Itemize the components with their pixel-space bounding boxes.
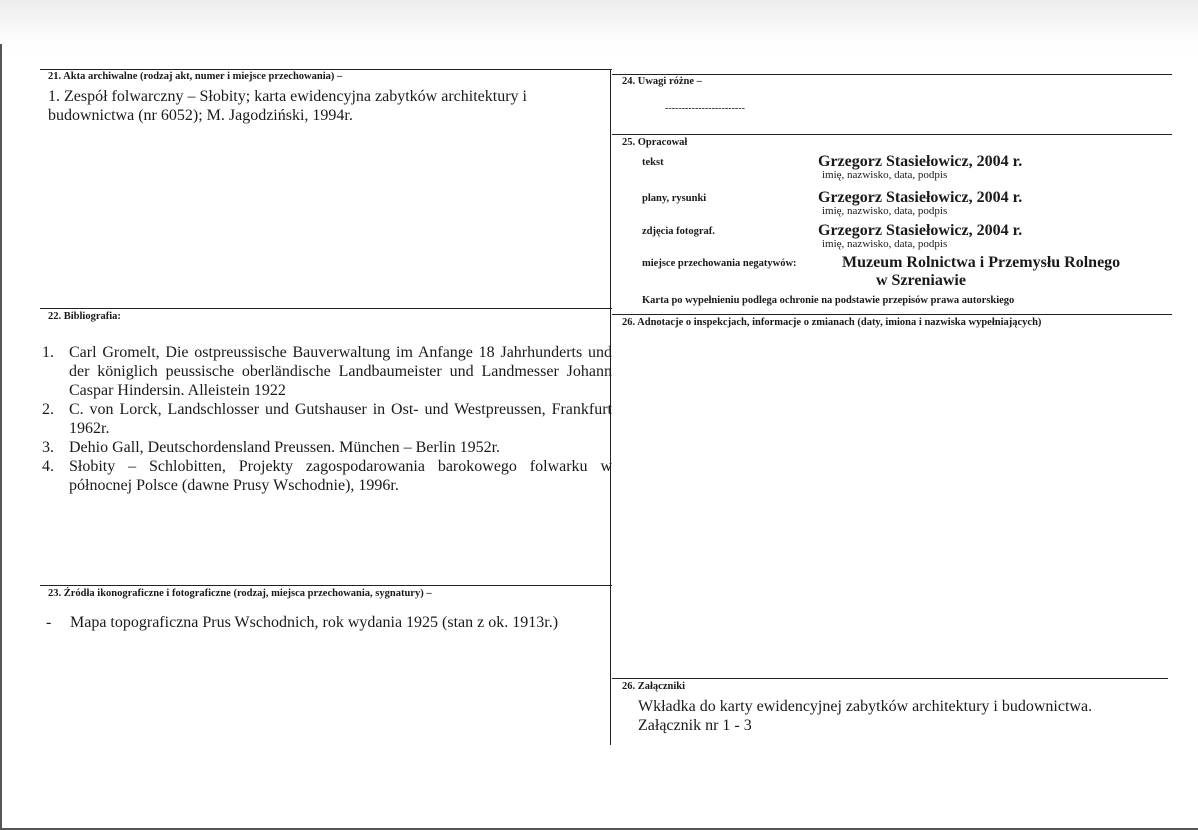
attachments-line-2: Załącznik nr 1 - 3 [638, 717, 752, 734]
author-row-plans-name: Grzegorz Stasiełowicz, 2004 r. [818, 189, 1023, 206]
author-row-text-label: tekst [642, 157, 664, 168]
section-23-item: Mapa topograficzna Prus Wschodnich, rok wydania 1925 (stan z ok. 1913r.) [70, 614, 559, 631]
author-row-plans-label: plany, rysunki [642, 193, 707, 204]
rule-24-25 [612, 134, 1172, 135]
section-23-bullet: - [46, 614, 52, 631]
section-21-header: 21. Akta archiwalne (rodzaj akt, numer i miejsce przechowania) – [48, 71, 343, 82]
negative-storage-label: miejsce przechowania negatywów: [642, 258, 797, 269]
bibliography-number: 3. [42, 439, 54, 456]
section-25-header: 25. Opracował [622, 137, 688, 148]
scan-shadow [0, 0, 1198, 44]
section-22-header: 22. Bibliografia: [48, 311, 121, 322]
bibliography-item [42, 400, 612, 438]
section-26-attachments-header: 26. Załączniki [622, 681, 686, 692]
attachments-line-1: Wkładka do karty ewidencyjnej zabytków architektury i budownictwa. [638, 698, 1093, 715]
bibliography-number: 1. [42, 344, 54, 361]
section-24-header: 24. Uwagi różne – [622, 76, 702, 87]
bibliography-text: Słobity – Schlobitten, Projekty zagospodarowania barokowego folwarku w północnej Polsce (dawne Prusy Wschodnie), 1996r. [69, 458, 612, 494]
bibliography-item [42, 343, 612, 400]
bibliography-number: 2. [42, 401, 54, 418]
rule-25-26 [612, 314, 1172, 315]
bibliography-list [42, 343, 612, 495]
section-24-value: ------------------------ [665, 103, 745, 114]
bibliography-text: C. von Lorck, Landschlosser und Gutshauser in Ost- und Westpreussen, Frankfurt 1962r. [69, 401, 612, 437]
rule-top-left [40, 69, 612, 70]
rule-21-22 [40, 308, 612, 309]
author-row-text-caption: imię, nazwisko, data, podpis [822, 169, 948, 181]
section-21-line-1: 1. Zespół folwarczny – Słobity; karta ewidencyjna zabytków architektury i [48, 88, 527, 105]
author-row-photos-caption: imię, nazwisko, data, podpis [822, 238, 948, 250]
section-21-line-2: budownictwa (nr 6052); M. Jagodziński, 1994r. [48, 107, 353, 124]
bibliography-text: Dehio Gall, Deutschordensland Preussen. München – Berlin 1952r. [69, 439, 501, 456]
bibliography-number: 4. [42, 458, 54, 475]
negative-storage-line-2: w Szreniawie [876, 272, 966, 289]
copyright-notice: Karta po wypełnieniu podlega ochronie na podstawie przepisów prawa autorskiego [642, 295, 1015, 306]
author-row-photos-label: zdjęcia fotograf. [642, 226, 715, 237]
rule-22-23 [40, 585, 612, 586]
bibliography-item [42, 438, 612, 457]
author-row-text-name: Grzegorz Stasiełowicz, 2004 r. [818, 153, 1023, 170]
rule-top-right [612, 74, 1172, 75]
author-row-photos-name: Grzegorz Stasiełowicz, 2004 r. [818, 222, 1023, 239]
negative-storage-line-1: Muzeum Rolnictwa i Przemysłu Rolnego [842, 254, 1121, 271]
author-row-plans-caption: imię, nazwisko, data, podpis [822, 205, 948, 217]
section-26-annotations-header: 26. Adnotacje o inspekcjach, informacje o zmianach (daty, imiona i nazwiska wypełniających) [622, 317, 1042, 328]
bibliography-text: Carl Gromelt, Die ostpreussische Bauverwaltung im Anfange 18 Jahrhunderts und der königlich peussische oberländische Landbaumeister und Landmesser Johann Caspar Hindersin. Alleistein 1922 [69, 344, 612, 399]
bibliography-item [42, 457, 612, 495]
rule-26-zal [612, 678, 1168, 679]
section-23-header: 23. Źródła ikonograficzne i fotograficzne (rodzaj, miejsca przechowania, sygnatury) – [48, 588, 432, 599]
